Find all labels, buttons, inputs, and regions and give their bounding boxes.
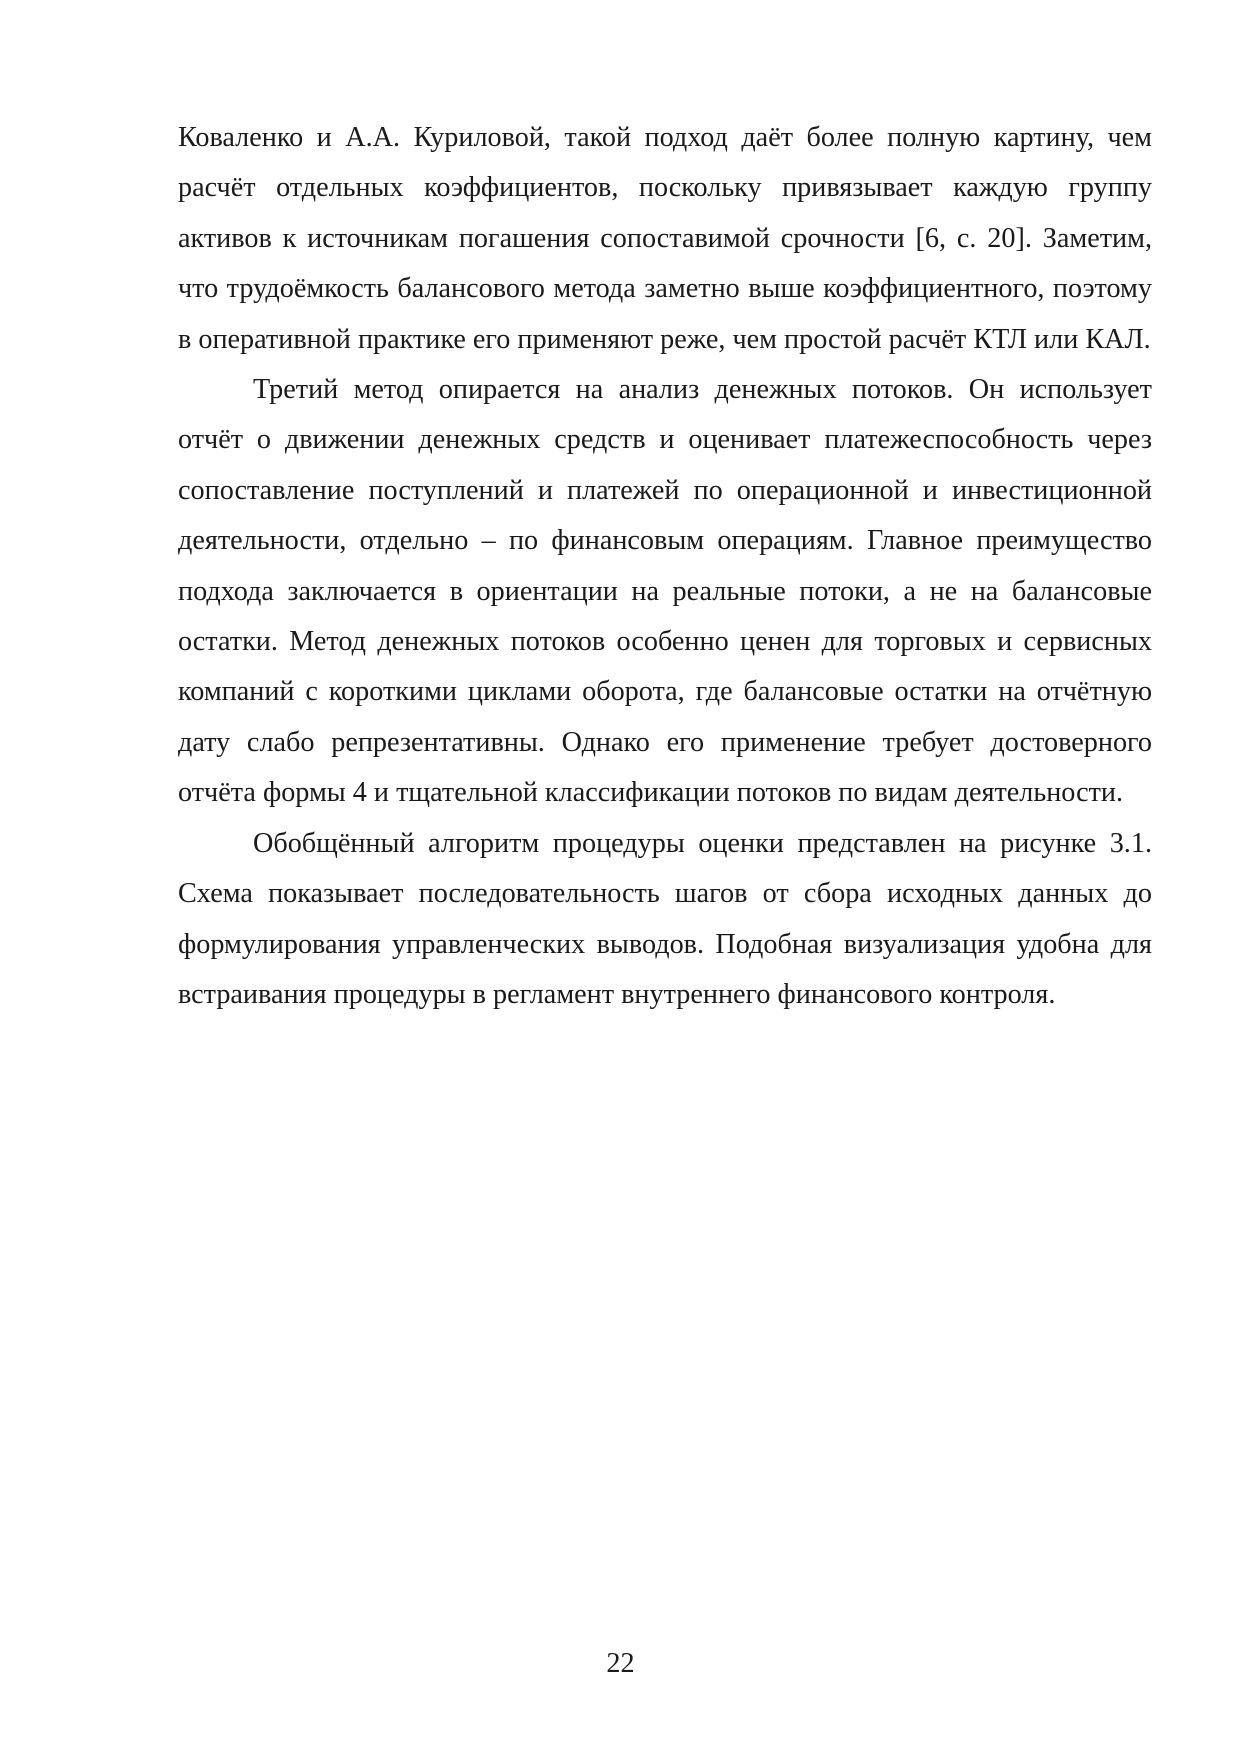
body-text	[178, 113, 1152, 1020]
paragraph-2: Третий метод опирается на анализ денежных потоков. Он использует отчёт о движении денежных средств и оценивает платежеспособность через сопоставление поступлений и платежей по операционной и инвестиционной деятельности, отдельно – по финансовым операциям. Главное преимущество подхода заключается в ориентации на реальные потоки, а не на балансовые остатки. Метод денежных потоков особенно ценен для торговых и сервисных компаний с короткими циклами оборота, где балансовые остатки на отчётную дату слабо репрезентативны. Однако его применение требует достоверного отчёта формы 4 и тщательной классификации потоков по видам деятельности.	[178, 374, 1152, 809]
paragraph-1: Коваленко и А.А. Куриловой, такой подход даёт более полную картину, чем расчёт отдельных коэффициентов, поскольку привязывает каждую группу активов к источникам погашения сопоставимой срочности [6, с. 20]. Заметим, что трудоёмкость балансового метода заметно выше коэффициентного, поэтому в оперативной практике его применяют реже, чем простой расчёт КТЛ или КАЛ.	[178, 122, 1152, 355]
paragraph-3: Обобщённый алгоритм процедуры оценки представлен на рисунке 3.1. Схема показывает последовательность шагов от сбора исходных данных до формулирования управленческих выводов. Подобная визуализация удобна для встраивания процедуры в регламент внутреннего финансового контроля.	[178, 827, 1152, 1010]
page-number: 22	[606, 1648, 635, 1679]
